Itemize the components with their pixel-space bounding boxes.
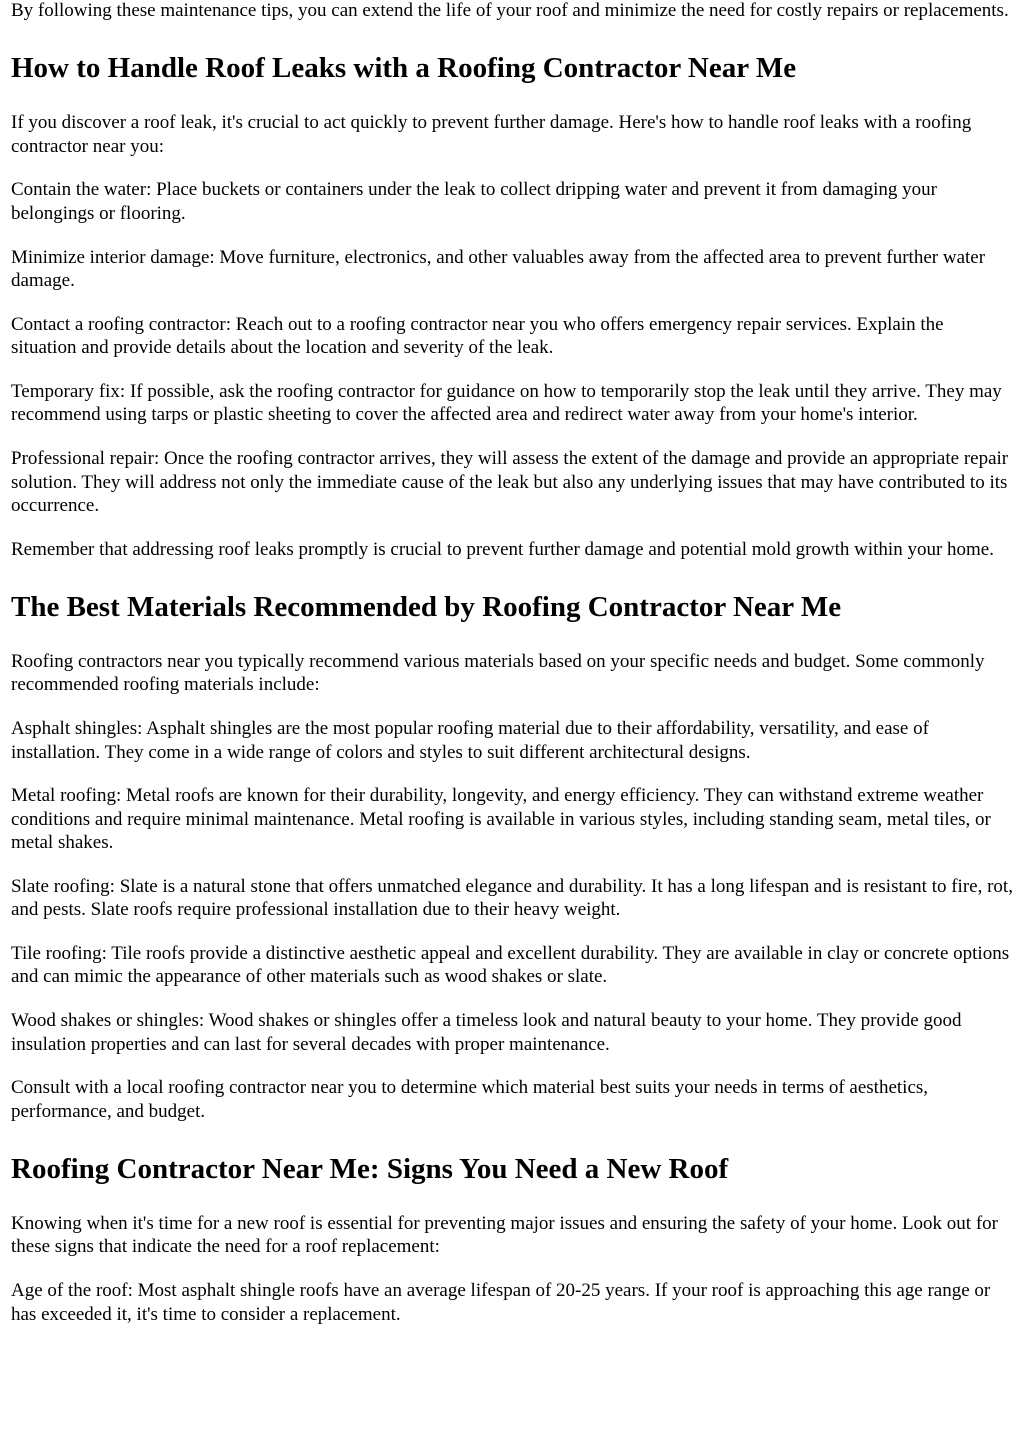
section-heading: The Best Materials Recommended by Roofing Contractor Near Me <box>11 591 842 624</box>
section-heading: How to Handle Roof Leaks with a Roofing Contractor Near Me <box>11 52 797 85</box>
paragraph: Temporary fix: If possible, ask the roofing contractor for guidance on how to temporarily stop the leak until they arrive. They may recommend using tarps or plastic sheeting to cover the affected area and redirect water away from your home's interior. <box>11 381 1002 426</box>
paragraph: Minimize interior damage: Move furniture, electronics, and other valuables away from the affected area to prevent further water damage. <box>11 246 986 291</box>
paragraph: Contain the water: Place buckets or containers under the leak to collect dripping water and prevent it from damaging your belongings or flooring. <box>11 179 937 224</box>
paragraph: Remember that addressing roof leaks promptly is crucial to prevent further damage and potential mold growth within your home. <box>11 538 994 560</box>
paragraph: Contact a roofing contractor: Reach out to a roofing contractor near you who offers emergency repair services. Explain the situation and provide details about the location and severity of the leak. <box>11 313 944 359</box>
section-roof-leaks <box>11 51 1013 561</box>
paragraph: If you discover a roof leak, it's crucial to act quickly to prevent further damage. Here's how to handle roof leaks with a roofing contractor near you: <box>11 112 972 157</box>
section-new-roof-signs <box>11 1152 1013 1326</box>
paragraph: Wood shakes or shingles: Wood shakes or shingles offer a timeless look and natural beauty to your home. They provide good insulation properties and can last for several decades with proper maintenance. <box>11 1010 962 1055</box>
paragraph: Age of the roof: Most asphalt shingle roofs have an average lifespan of 20-25 years. If your roof is approaching this age range or has exceeded it, it's time to consider a replacement. <box>11 1280 991 1325</box>
paragraph: Tile roofing: Tile roofs provide a distinctive aesthetic appeal and excellent durability. They are available in clay or concrete options and can mimic the appearance of other materials such as wood shakes or slate. <box>11 943 1010 988</box>
paragraph: Roofing contractors near you typically recommend various materials based on your specific needs and budget. Some commonly recommended roofing materials include: <box>11 651 985 696</box>
paragraph: Consult with a local roofing contractor near you to determine which material best suits your needs in terms of aesthetics, performance, and budget. <box>11 1077 929 1122</box>
paragraph: Metal roofing: Metal roofs are known for their durability, longevity, and energy efficiency. They can withstand extreme weather conditions and require minimal maintenance. Metal roofing is available in various styles, including standing seam, metal tiles, or metal shakes. <box>11 785 991 853</box>
section-heading: Roofing Contractor Near Me: Signs You Need a New Roof <box>11 1153 729 1186</box>
paragraph: Asphalt shingles: Asphalt shingles are the most popular roofing material due to their affordability, versatility, and ease of installation. They come in a wide range of colors and styles to suit different architectural designs. <box>11 718 929 763</box>
section-best-materials <box>11 590 1013 1123</box>
paragraph: Professional repair: Once the roofing contractor arrives, they will assess the extent of the damage and provide an appropriate repair solution. They will address not only the immediate cause of the leak but also any underlying issues that may have contributed to its occurrence. <box>11 448 1009 516</box>
intro-paragraph: By following these maintenance tips, you can extend the life of your roof and minimize the need for costly repairs or replacements. <box>11 0 1009 21</box>
paragraph: Slate roofing: Slate is a natural stone that offers unmatched elegance and durability. It has a long lifespan and is resistant to fire, rot, and pests. Slate roofs require professional installation due to their heavy weight. <box>11 875 1013 921</box>
paragraph: Knowing when it's time for a new roof is essential for preventing major issues and ensuring the safety of your home. Look out for these signs that indicate the need for a roof replacement: <box>11 1213 998 1258</box>
